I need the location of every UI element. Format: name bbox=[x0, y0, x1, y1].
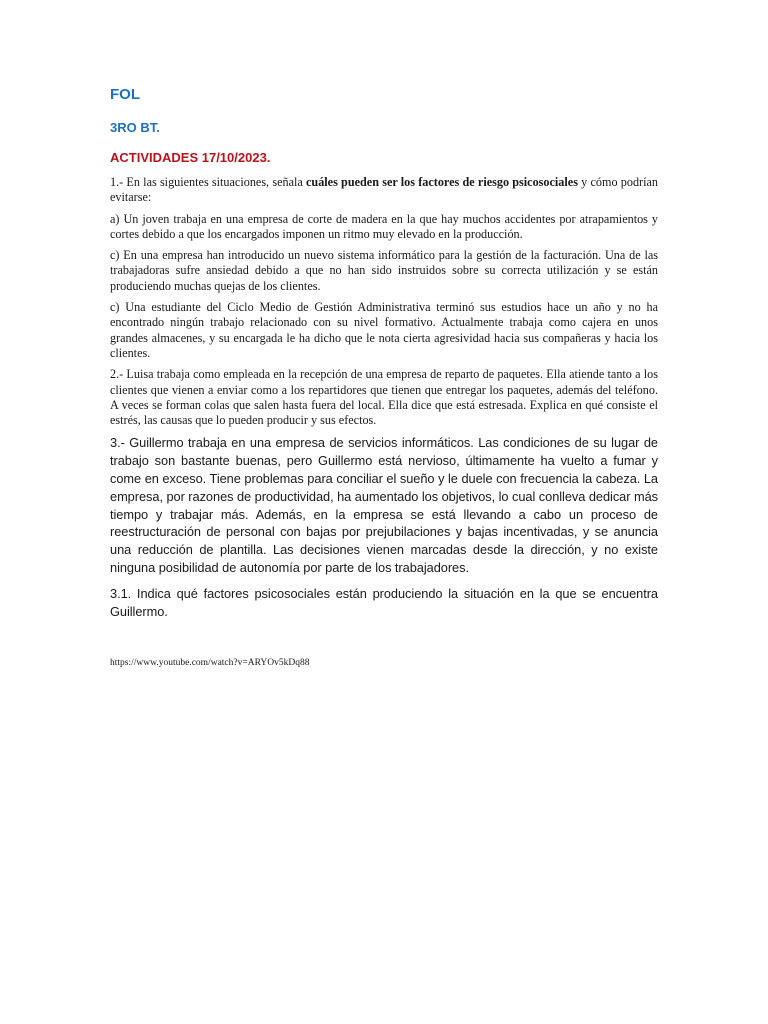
course-label: 3RO BT. bbox=[110, 120, 160, 135]
question-1-case-c-billing: c) En una empresa han introducido un nuevo sistema informático para la gestión de la facturación. Una de las trabajadoras sufre ansiedad debido a que no han sido instruidos sobre su correcta utilización y se están produciendo muchas quejas de los clientes. bbox=[110, 248, 658, 293]
question-1-intro-start: 1.- En las siguientes situaciones, señala bbox=[110, 175, 307, 189]
question-1-intro-end: y cómo podrían evitarse: bbox=[110, 175, 659, 205]
youtube-link[interactable]: https://www.youtube.com/watch?v=ARYOv5kDq88 bbox=[110, 658, 310, 669]
activities-date-heading: ACTIVIDADES 17/10/2023. bbox=[110, 150, 271, 165]
question-1-intro-emphasis: cuáles pueden ser los factores de riesgo psicosociales bbox=[306, 175, 578, 189]
question-1-case-a: a) Un joven trabaja en una empresa de corte de madera en la que hay muchos accidentes por atrapamientos y cortes debido a que los encargados imponen un ritmo muy elevado en la producción. bbox=[110, 211, 658, 241]
question-1-case-c-student: c) Una estudiante del Ciclo Medio de Gestión Administrativa terminó sus estudios hace un año y no ha encontrado ningún trabajo relacionado con su nivel formativo. Actualmente trabaja como cajera en unos grandes almacenes, y su encargada le ha dicho que le nota cierta agresividad hacia sus compañeras y hacia los clientes. bbox=[110, 300, 658, 360]
question-3-1: 3.1. Indica qué factores psicosociales están produciendo la situación en la que se encuentra Guillermo. bbox=[110, 585, 658, 619]
question-3: 3.- Guillermo trabaja en una empresa de servicios informáticos. Las condiciones de su lugar de trabajo son bastante buenas, pero Guillermo está nervioso, últimamente ha vuelto a fumar y come en exceso. Tiene problemas para conciliar el sueño y le duele con frecuencia la cabeza. La empresa, por razones de productividad, ha aumentado los objetivos, lo cual conlleva dedicar más tiempo y trabajar más. Además, en la empresa se está llevando a cabo un proceso de reestructuración de personal con bajas por prejubilaciones y bajas incentivadas, y se anuncia una reducción de plantilla. Las decisiones vienen marcadas desde la dirección, y no existe ninguna posibilidad de autonomía por parte de los trabajadores. bbox=[110, 435, 658, 576]
question-2: 2.- Luisa trabaja como empleada en la recepción de una empresa de reparto de paquetes. Ella atiende tanto a los clientes que vienen a enviar como a los repartidores que tienen que entregar los paquetes, además del teléfono. A veces se forman colas que salen hasta fuera del local. Ella dice que está estresada. Explica en qué consiste el estrés, las causas que lo pueden producir y sus efectos. bbox=[110, 367, 658, 428]
question-1-intro bbox=[110, 175, 658, 206]
subject-title: FOL bbox=[110, 86, 140, 103]
